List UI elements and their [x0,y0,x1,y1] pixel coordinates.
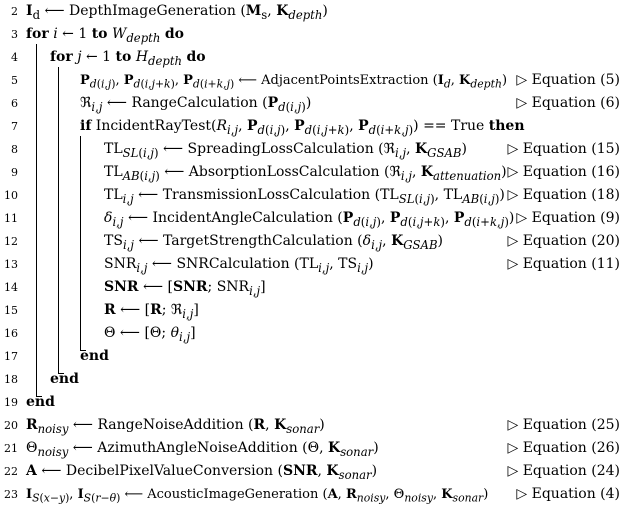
line-number: 18 [4,373,18,386]
equation-reference: ▷ Equation (15) [507,141,620,157]
algo-line [0,299,626,322]
equation-reference: ▷ Equation (6) [516,95,620,111]
algo-line [0,46,626,69]
line-number: 21 [4,442,18,455]
equation-reference: ▷ Equation (20) [507,233,620,249]
line-number: 7 [11,120,18,133]
equation-reference: ▷ Equation (16) [507,164,620,180]
line-code: end [80,348,109,364]
equation-reference: ▷ Equation (25) [507,417,620,433]
line-code: A ⟵ DecibelPixelValueConversion (SNR, $K_{sonar}$) [26,463,378,482]
line-number: 19 [4,396,18,409]
algo-line [0,92,626,115]
line-number: 12 [4,235,18,248]
line-number: 5 [11,74,18,87]
line-number: 3 [11,28,18,41]
line-code: end [26,394,55,410]
algo-line [0,115,626,138]
line-code: $TL_{SL(i,j)}$ ⟵ SpreadingLossCalculation (ℜ$_{i,j}$, $K_{GSAB}$) [104,141,467,160]
algo-line [0,207,626,230]
algo-line [0,69,626,92]
line-code: $TL_{i,j}$ ⟵ TransmissionLossCalculation ($TL_{SL(i,j)}$, $TL_{AB(i,j)}$) [104,187,505,206]
line-number: 15 [4,304,18,317]
line-code: $I_d$ ⟵ DepthImageGeneration ($M_s$, $K_{depth}$) [26,3,328,22]
algo-line [0,345,626,368]
line-number: 11 [4,212,18,225]
algo-line [0,184,626,207]
equation-reference: ▷ Equation (4) [516,486,620,502]
equation-reference: ▷ Equation (26) [507,440,620,456]
equation-reference: ▷ Equation (24) [507,463,620,479]
line-number: 16 [4,327,18,340]
equation-reference: ▷ Equation (18) [507,187,620,203]
algo-line [0,414,626,437]
line-code: ℜ$_{i,j}$ ⟵ RangeCalculation $(P_{d(i,j)})$ [80,95,312,114]
line-code: SNR ⟵ [SNR; $SNR_{i,j}$] [104,279,266,298]
line-code: for i ← 1 to $W_{depth}$ do [26,26,184,45]
line-number: 20 [4,419,18,432]
algo-line [0,161,626,184]
line-code: $P_{d(i,j)}$, $P_{d(i,j+k)}$, $P_{d(i+k,j)}$ ⟵ AdjacentPointsExtraction ($I_d$, $K_{depth}$) [80,73,508,91]
line-code: R ⟵ [R; ℜ$_{i,j}$] [104,302,199,321]
line-code: for j ← 1 to $H_{depth}$ do [50,49,206,68]
equation-reference: ▷ Equation (5) [516,72,620,88]
equation-reference: ▷ Equation (9) [516,210,620,226]
line-code: $I_{S(x-y)}$, $I_{S(r-\theta)}$ ⟵ AcousticImageGeneration (A, $R_{noisy}$, $\Theta_{noisy}$, $K_{sonar}$) [26,487,489,505]
algo-line [0,253,626,276]
equation-reference: ▷ Equation (11) [507,256,620,272]
algo-line [0,0,626,23]
line-code: $R_{noisy}$ ⟵ RangeNoiseAddition (R, $K_{sonar}$) [26,417,325,436]
line-code: $TS_{i,j}$ ⟵ TargetStrengthCalculation ($\delta_{i,j}$, $K_{GSAB}$) [104,233,443,252]
line-code: $\delta_{i,j}$ ⟵ IncidentAngleCalculation ($P_{d(i,j)}$, $P_{d(i,j+k)}$, $P_{d(i+k,j)}$) [104,210,515,229]
algo-line [0,483,626,506]
algo-line [0,23,626,46]
line-number: 23 [4,488,18,501]
algo-line [0,276,626,299]
line-code: $TL_{AB(i,j)}$ ⟵ AbsorptionLossCalculation (ℜ$_{i,j}$, $K_{attenuation}$) [104,164,507,183]
line-number: 22 [4,465,18,478]
algo-line [0,138,626,161]
line-code: $SNR_{i,j}$ ⟵ SNRCalculation ($TL_{i,j}$, $TS_{i,j}$) [104,256,374,275]
algo-line [0,391,626,414]
algo-line [0,460,626,483]
line-number: 14 [4,281,18,294]
line-code: end [50,371,79,387]
line-code: Θ ⟵ [Θ; $\theta_{i,j}$] [104,325,196,344]
line-number: 9 [11,166,18,179]
line-number: 13 [4,258,18,271]
algo-line [0,437,626,460]
line-number: 4 [11,51,18,64]
algo-line [0,230,626,253]
line-number: 17 [4,350,18,363]
line-number: 10 [4,189,18,202]
line-code: if $IncidentRayTest(R_{i,j}$, $P_{d(i,j)}$, $P_{d(i,j+k)}$, $P_{d(i+k,j)}$) == True then [80,118,525,137]
algo-line [0,368,626,391]
algo-line [0,322,626,345]
line-number: 2 [11,5,18,18]
line-number: 6 [11,97,18,110]
line-number: 8 [11,143,18,156]
line-code: $\Theta_{noisy}$ ⟵ AzimuthAngleNoiseAddition (Θ, $K_{sonar}$) [26,440,379,459]
